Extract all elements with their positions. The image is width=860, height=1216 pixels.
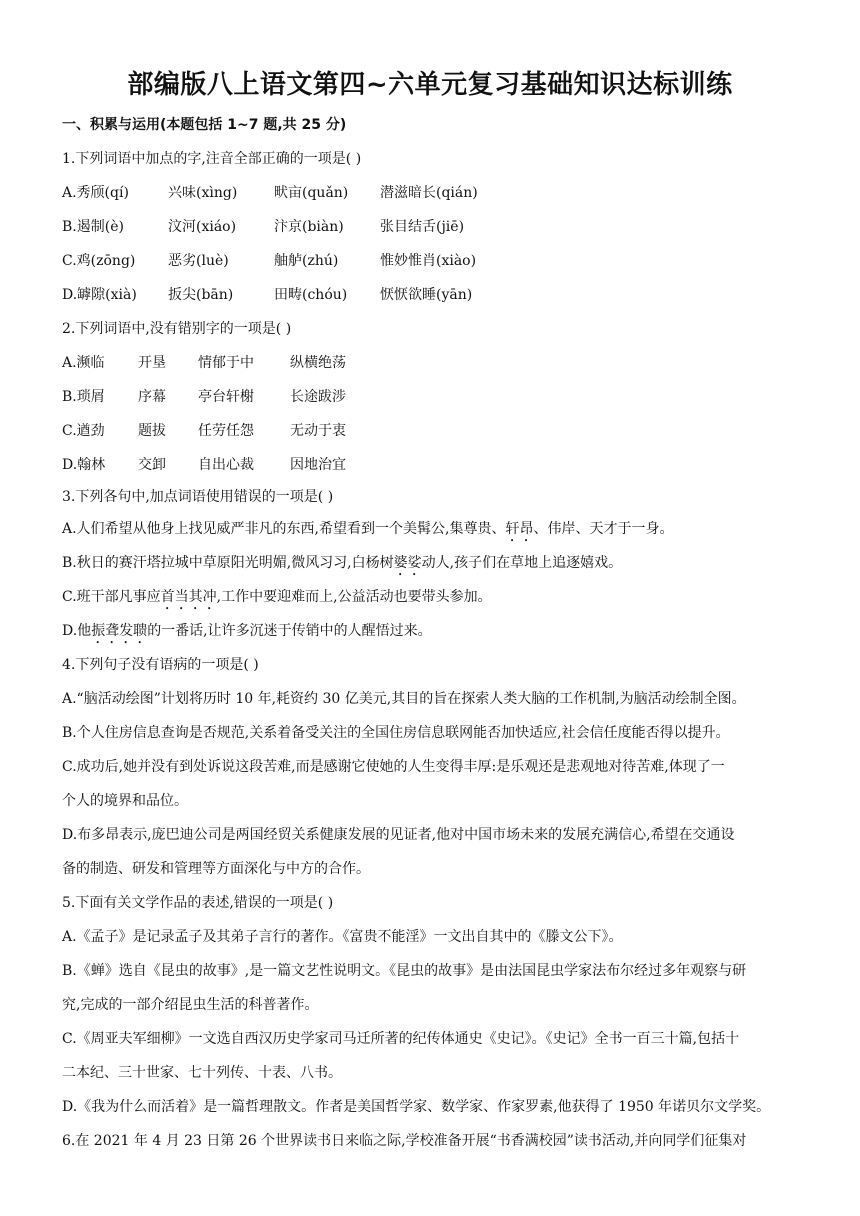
option-text: B.秋日的赛汗塔拉城中草原阳光明媚,微风习习,白杨树 bbox=[62, 555, 394, 571]
question-3-stem: 3.下列各句中,加点词语使用错误的一项是( ) bbox=[62, 489, 334, 505]
question-2-stem: 2.下列词语中,没有错别字的一项是( ) bbox=[62, 321, 292, 337]
option-word: 序幕 bbox=[138, 389, 166, 405]
option-word: 田畴(chóu) bbox=[274, 287, 348, 303]
question-4-option-c-line2: 个人的境界和品位。 bbox=[62, 793, 188, 809]
option-word: 畎亩(quǎn) bbox=[274, 185, 349, 201]
option-word: 扳尖(bān) bbox=[168, 287, 234, 303]
question-4-option-c-line1: C.成功后,她并没有到处诉说这段苦难,而是感谢它使她的人生变得丰厚:是乐观还是悲观地对待苦难,体现了一 bbox=[62, 759, 725, 775]
question-5-option-c-line2: 二本纪、三十世家、七十列传、十表、八书。 bbox=[62, 1065, 342, 1081]
question-5-option-c-line1: C.《周亚夫军细柳》一文选自西汉历史学家司马迁所著的纪传体通史《史记》。《史记》全书一百三十篇,包括十 bbox=[62, 1031, 740, 1047]
option-text: 动人,孩子们在草地上追逐嬉戏。 bbox=[421, 555, 623, 571]
option-word: 长途跋涉 bbox=[290, 389, 346, 405]
option-word: 兴味(xìng) bbox=[168, 185, 238, 201]
option-word: 开垦 bbox=[138, 355, 166, 371]
question-4-option-d-line2: 备的制造、研发和管理等方面深化与中方的合作。 bbox=[62, 861, 370, 877]
option-text: 的一番话,让许多沉迷于传销中的人醒悟过来。 bbox=[147, 623, 432, 639]
option-word: 汶河(xiáo) bbox=[168, 219, 237, 235]
option-word: 亭台轩榭 bbox=[198, 389, 254, 405]
section-heading: 一、积累与运用(本题包括 1~7 题,共 25 分) bbox=[62, 117, 347, 133]
option-word: 无动于衷 bbox=[290, 423, 346, 439]
option-text: A.人们希望从他身上找见威严非凡的东西,希望看到一个美髯公,集尊贵、 bbox=[62, 521, 506, 537]
question-1-stem: 1.下列词语中加点的字,注音全部正确的一项是( ) bbox=[62, 151, 362, 167]
option-word: C.遒劲 bbox=[62, 423, 105, 439]
question-3-option-b bbox=[62, 554, 622, 579]
option-word: 情郁于中 bbox=[198, 355, 254, 371]
option-word: 题拔 bbox=[138, 423, 166, 439]
option-text: C.班干部凡事应 bbox=[62, 589, 161, 605]
option-word: 因地治宜 bbox=[290, 457, 346, 473]
option-word: A.秀颀(qí) bbox=[62, 185, 129, 201]
option-word: C.鸡(zōng) bbox=[62, 253, 136, 269]
question-4-option-a: A.“脑活动绘图”计划将历时 10 年,耗资约 30 亿美元,其目的旨在探索人类大脑的工作机制,为脑活动绘制全图。 bbox=[62, 691, 746, 707]
option-word: 恶劣(luè) bbox=[168, 253, 229, 269]
option-word: A.濒临 bbox=[62, 355, 105, 371]
question-3-option-d bbox=[62, 622, 432, 647]
question-5-option-a: A.《孟子》是记录孟子及其弟子言行的著作。《富贵不能淫》一文出自其中的《滕文公下》。 bbox=[62, 929, 623, 945]
option-text: ,工作中要迎难而上,公益活动也要带头参加。 bbox=[216, 589, 492, 605]
question-4-option-b: B.个人住房信息查询是否规范,关系着备受关注的全国住房信息联网能否加快适应,社会信任度能否得以提升。 bbox=[62, 725, 730, 741]
option-word: 惟妙惟肖(xiào) bbox=[380, 253, 477, 269]
option-word: D.翰林 bbox=[62, 457, 106, 473]
question-5-option-b-line2: 究,完成的一部介绍昆虫生活的科普著作。 bbox=[62, 997, 319, 1013]
option-word: B.琐屑 bbox=[62, 389, 105, 405]
question-4-option-d-line1: D.布多昂表示,庞巴迪公司是两国经贸关系健康发展的见证者,他对中国市场未来的发展充满信心,希望在交通设 bbox=[62, 827, 735, 843]
question-4-stem: 4.下列句子没有语病的一项是( ) bbox=[62, 657, 259, 673]
question-6-stem: 6.在 2021 年 4 月 23 日第 26 个世界读书日来临之际,学校准备开展“书香满校园”读书活动,并向同学们征集对 bbox=[62, 1133, 747, 1149]
option-word: B.遏制(è) bbox=[62, 219, 124, 235]
option-text: D.他 bbox=[62, 623, 92, 639]
question-5-option-d: D.《我为什么而活着》是一篇哲理散文。作者是美国哲学家、数学家、作家罗素,他获得了 1950 年诺贝尔文学奖。 bbox=[62, 1099, 771, 1115]
option-word: 交卸 bbox=[138, 457, 166, 473]
option-word: 纵横绝荡 bbox=[290, 355, 346, 371]
dotted-word: 振聋发聩 bbox=[91, 623, 148, 639]
question-5-stem: 5.下面有关文学作品的表述,错误的一项是( ) bbox=[62, 895, 334, 911]
option-word: 汴京(biàn) bbox=[274, 219, 344, 235]
question-3-option-c bbox=[62, 588, 492, 613]
option-word: 任劳任怨 bbox=[198, 423, 254, 439]
option-word: 舳舻(zhú) bbox=[274, 253, 339, 269]
option-word: 潜滋暗长(qián) bbox=[380, 185, 478, 201]
question-3-option-a bbox=[62, 520, 673, 545]
dotted-word: 婆娑 bbox=[393, 555, 422, 571]
dotted-word: 首当其冲 bbox=[160, 589, 217, 605]
dotted-word: 轩昂 bbox=[505, 521, 534, 537]
option-text: 、伟岸、天才于一身。 bbox=[533, 521, 674, 537]
document-title: 部编版八上语文第四~六单元复习基础知识达标训练 bbox=[127, 70, 733, 100]
option-word: 恹恹欲睡(yān) bbox=[380, 287, 473, 303]
question-5-option-b-line1: B.《蝉》选自《昆虫的故事》,是一篇文艺性说明文。《昆虫的故事》是由法国昆虫学家法布尔经过多年观察与研 bbox=[62, 963, 747, 979]
option-word: 张目结舌(jiē) bbox=[380, 219, 465, 235]
option-word: 自出心裁 bbox=[198, 457, 254, 473]
option-word: D.罅隙(xià) bbox=[62, 287, 137, 303]
